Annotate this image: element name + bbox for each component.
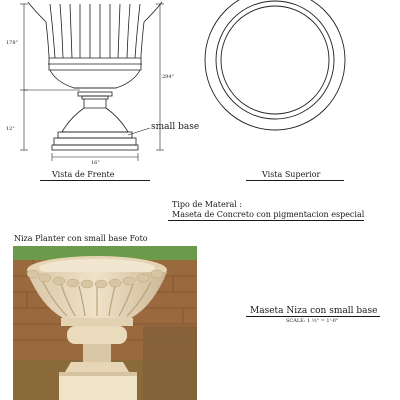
photo-title: Niza Planter con small base Foto <box>14 234 148 243</box>
dim-base-label: 12" <box>6 126 15 132</box>
front-view-drawing <box>0 0 200 175</box>
planter-photo <box>13 246 197 400</box>
dim-total-label: 294" <box>162 74 174 80</box>
material-underline <box>168 220 364 221</box>
product-name: Maseta Niza con small base <box>250 306 378 316</box>
dim-height-label: 178" <box>6 40 18 46</box>
product-name-underline <box>246 316 380 317</box>
material-heading: Tipo de Materal : <box>172 200 243 209</box>
top-view-label: Vista Superior <box>262 170 321 179</box>
top-view-label-underline <box>246 180 344 181</box>
material-description: Maseta de Concreto con pigmentacion especial <box>172 210 365 219</box>
dim-width-label: 16" <box>91 160 100 166</box>
front-view-label-underline <box>40 180 150 181</box>
product-scale: SCALE: 1 ½" = 1'-0" <box>286 318 339 324</box>
small-base-callout: small base <box>151 122 200 132</box>
front-view-label: Vista de Frente <box>52 170 115 179</box>
top-view-drawing <box>196 0 356 140</box>
